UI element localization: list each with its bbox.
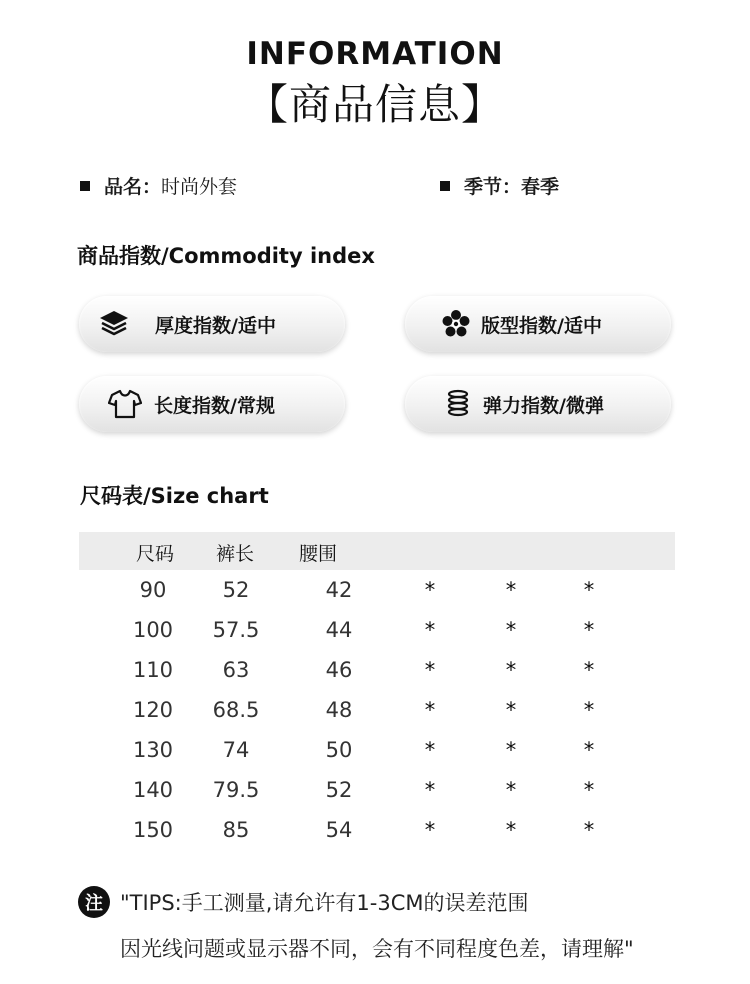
header-size: 尺码 [136,543,175,565]
table-cell-placeholder: * [424,658,436,682]
info-value: 时尚外套 [161,176,238,198]
info-value: 春季 [521,176,560,198]
table-cell-placeholder: * [583,778,595,802]
title-chinese: 【商品信息】 [245,80,504,129]
table-cell-placeholder: * [424,698,436,722]
table-cell-placeholder: * [505,778,517,802]
table-cell: 57.5 [212,618,260,642]
index-label: 版型指数/适中 [481,314,602,337]
table-cell: 44 [325,618,353,642]
table-cell-placeholder: * [424,738,436,762]
table-cell-placeholder: * [505,618,517,642]
table-cell: 85 [222,818,250,842]
spring-icon [441,387,475,421]
table-cell-placeholder: * [424,618,436,642]
table-cell: 100 [132,618,174,642]
table-cell: 63 [222,658,250,682]
table-cell-placeholder: * [505,698,517,722]
table-cell-placeholder: * [505,818,517,842]
table-cell-placeholder: * [505,578,517,602]
table-cell: 110 [132,658,174,682]
table-cell-placeholder: * [583,818,595,842]
table-cell-placeholder: * [583,618,595,642]
table-cell-placeholder: * [583,658,595,682]
table-cell: 79.5 [212,778,260,802]
flower-icon [439,307,473,341]
note-badge: 注 [78,886,110,918]
table-cell: 46 [325,658,353,682]
header-waist: 腰围 [299,543,338,565]
index-label: 长度指数/常规 [154,394,275,417]
table-cell-placeholder: * [505,738,517,762]
table-cell-placeholder: * [424,778,436,802]
table-cell-placeholder: * [583,698,595,722]
table-cell: 120 [132,698,174,722]
index-label: 厚度指数/适中 [155,314,276,337]
index-pill-thickness [79,296,345,352]
tip-line-2: 因光线问题或显示器不同，会有不同程度色差，请理解" [120,937,634,961]
index-label: 弹力指数/微弹 [483,394,604,417]
info-product-name [80,172,237,199]
table-cell: 150 [132,818,174,842]
layers-icon [97,307,131,341]
table-cell: 68.5 [212,698,260,722]
size-chart-title: 尺码表/Size chart [80,484,269,508]
table-cell: 52 [222,578,250,602]
tip-line-1: "TIPS:手工测量,请允许有1-3CM的误差范围 [120,891,529,915]
table-cell: 140 [132,778,174,802]
table-cell: 50 [325,738,353,762]
index-pill-fit [405,296,671,352]
info-season [440,172,559,199]
header-length: 裤长 [216,543,255,565]
bullet-icon [80,181,90,191]
table-cell-placeholder: * [583,578,595,602]
bullet-icon [440,181,450,191]
table-cell: 90 [139,578,167,602]
table-cell: 130 [132,738,174,762]
info-label: 品名： [104,176,162,198]
info-label: 季节： [464,176,522,198]
index-pill-length [79,376,345,432]
table-cell: 42 [325,578,353,602]
index-pill-elasticity [405,376,671,432]
table-cell-placeholder: * [583,738,595,762]
tshirt-icon [108,387,142,421]
table-cell: 52 [325,778,353,802]
title-english: INFORMATION [246,36,504,72]
commodity-index-title: 商品指数/Commodity index [77,244,375,268]
table-cell: 48 [325,698,353,722]
table-cell-placeholder: * [505,658,517,682]
table-cell: 54 [325,818,353,842]
table-cell-placeholder: * [424,578,436,602]
table-cell: 74 [222,738,250,762]
table-cell-placeholder: * [424,818,436,842]
